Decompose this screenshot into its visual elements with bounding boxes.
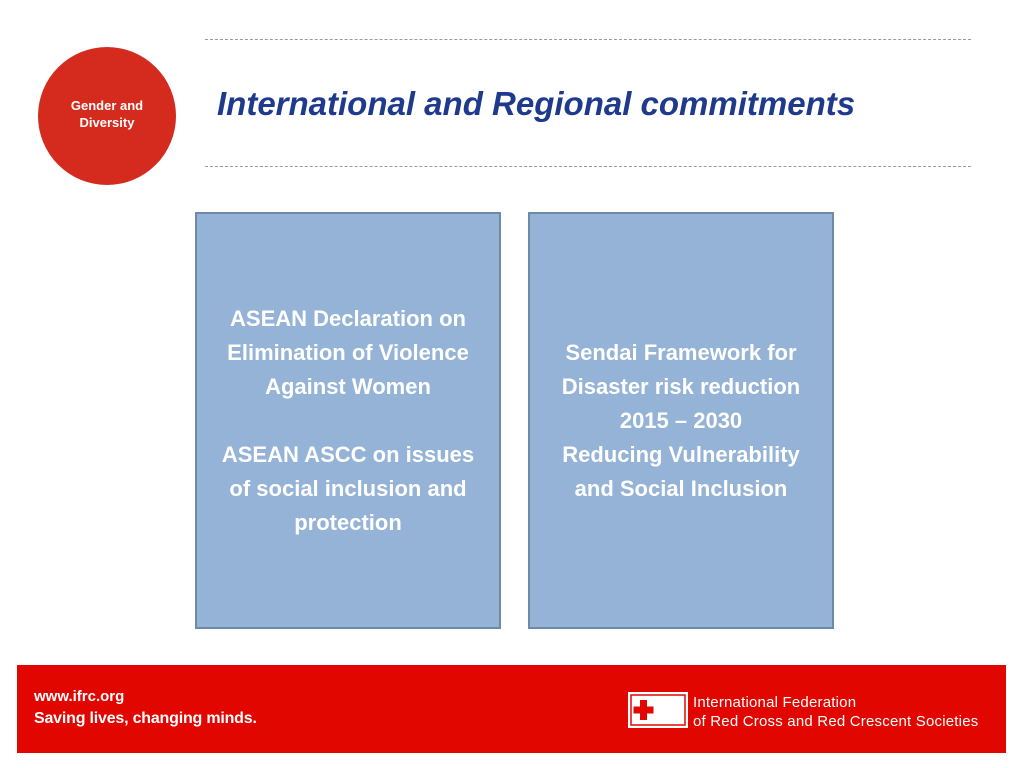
asean-ascc-text: ASEAN ASCC on issues of social inclusion and protection: [221, 441, 475, 535]
asean-commitments-box: [195, 212, 501, 629]
slide-title: International and Regional commitments: [217, 85, 856, 122]
sendai-framework-text: Sendai Framework for Disaster risk reduction 2015 – 2030 Reducing Vulnerability and Social Inclusion: [561, 339, 801, 501]
section-badge-label: Gender and Diversity: [70, 98, 144, 130]
sendai-framework-box: [528, 212, 834, 629]
footer-tagline: Saving lives, changing minds.: [34, 710, 257, 727]
organization-name: International Federation of Red Cross and Red Crescent Societies: [693, 694, 979, 730]
website-link[interactable]: www.ifrc.org: [34, 688, 125, 705]
asean-declaration-text: ASEAN Declaration on Elimination of Violence Against Women: [227, 305, 469, 399]
red-cross-red-crescent-logo-icon: [628, 692, 688, 728]
top-divider: [205, 39, 971, 40]
footer-bar: [17, 665, 1006, 753]
section-badge: [38, 47, 176, 185]
bottom-divider: [205, 166, 971, 167]
